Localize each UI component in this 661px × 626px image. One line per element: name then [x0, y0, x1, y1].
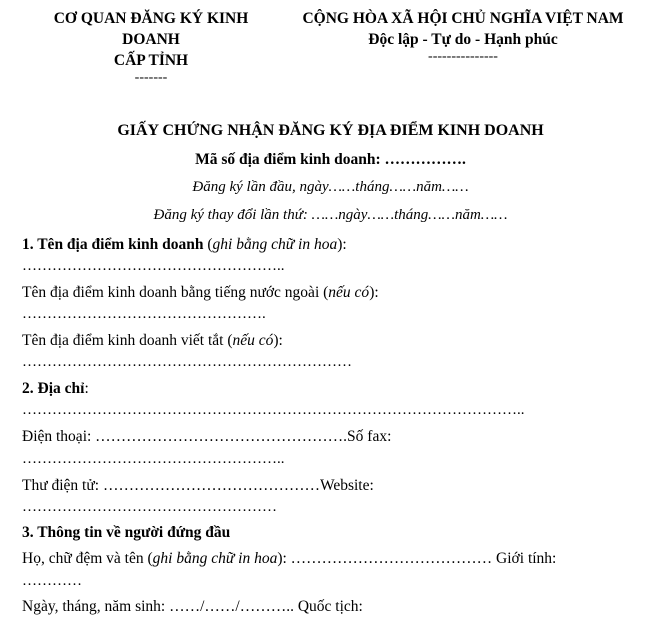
issuing-agency-header	[20, 8, 282, 85]
phone-fax-line: Điện thoại: ………………………………………….Số fax:	[22, 428, 392, 445]
abbr-name-blank: …………………………………………………………	[22, 354, 352, 370]
foreign-name-blank: ………………………………………….	[22, 306, 266, 322]
section-1-note: ghi bằng chữ in hoa	[212, 236, 338, 253]
location-code-line: Mã số địa điểm kinh doanh: …………….	[195, 151, 466, 168]
agency-line-3: CẤP TỈNH	[113, 52, 189, 69]
section-1-end: ):	[337, 236, 347, 253]
fax-blank: ……………………………………………..	[22, 451, 285, 467]
abbr-name-line	[22, 332, 283, 350]
head-name-label: Họ, chữ đệm và tên (	[22, 550, 153, 567]
section-2-heading	[22, 380, 89, 398]
email-website-line: Thư điện tử: ……………………………………Website:	[22, 477, 374, 494]
paren-open: (	[203, 236, 213, 253]
first-registration-line: Đăng ký lần đầu, ngày……tháng……năm……	[192, 179, 469, 195]
motto-rule: ---------------	[428, 49, 498, 64]
republic-name: CỘNG HÒA XÃ HỘI CHỦ NGHĨA VIỆT NAM	[302, 10, 624, 27]
name-blank: ……………………………………………..	[22, 258, 285, 274]
section-3-title: 3. Thông tin về người đứng đầu	[22, 524, 231, 541]
agency-line-2: DOANH	[122, 31, 180, 48]
website-blank: ……………………………………………	[22, 499, 277, 515]
section-1-title: 1. Tên địa điểm kinh doanh	[22, 236, 204, 253]
head-name-end: ): ………………………………… Giới tính:	[277, 550, 557, 567]
foreign-name-label: Tên địa điểm kinh doanh bằng tiếng nước ngoài (	[22, 284, 329, 301]
abbr-name-label: Tên địa điểm kinh doanh viết tắt (	[22, 332, 233, 349]
motto: Độc lập - Tự do - Hạnh phúc	[368, 31, 558, 48]
foreign-name-end: ):	[369, 284, 379, 301]
section-1-heading	[22, 236, 347, 254]
gender-blank: …………	[22, 573, 82, 589]
abbr-name-end: ):	[273, 332, 283, 349]
foreign-name-note: nếu có	[328, 284, 370, 301]
dob-nationality-line: Ngày, tháng, năm sinh: ……/……/……….. Quốc tịch:	[22, 598, 363, 615]
agency-line-1: CƠ QUAN ĐĂNG KÝ KINH	[53, 10, 249, 27]
foreign-name-line	[22, 284, 379, 302]
head-name-line	[22, 550, 556, 568]
section-2-title: 2. Địa chỉ	[22, 380, 85, 397]
head-name-note: ghi bằng chữ in hoa	[152, 550, 278, 567]
change-registration-line: Đăng ký thay đổi lần thứ: ……ngày……tháng……năm……	[153, 207, 508, 223]
abbr-name-note: nếu có	[232, 332, 274, 349]
agency-rule: -------	[134, 70, 168, 85]
address-blank: ………………………………………………………………………………………..	[22, 402, 525, 418]
document-title: GIẤY CHỨNG NHẬN ĐĂNG KÝ ĐỊA ĐIỂM KINH DOANH	[117, 122, 544, 139]
section-3-heading	[22, 524, 230, 542]
national-motto-header	[288, 8, 638, 64]
section-2-end: :	[84, 380, 89, 397]
